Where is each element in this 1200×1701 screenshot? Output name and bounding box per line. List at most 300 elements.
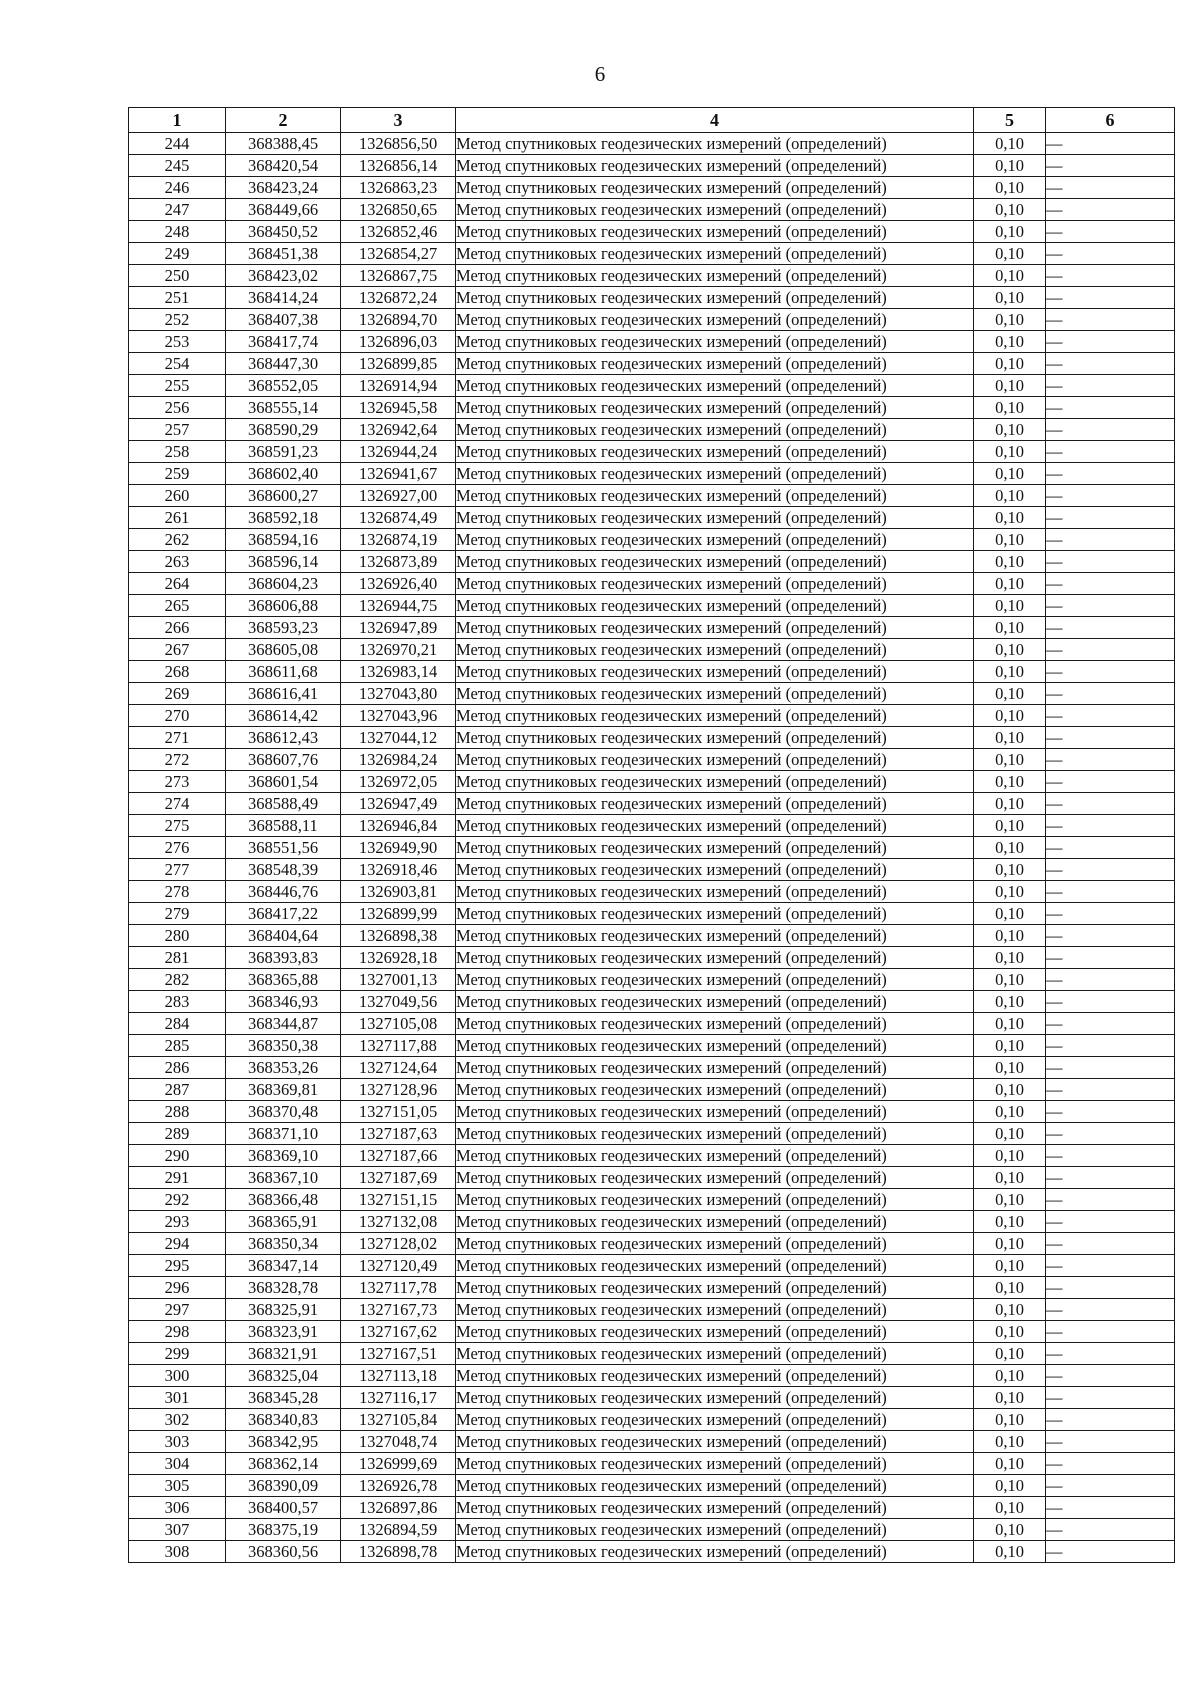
- notes-cell: —: [1046, 771, 1175, 793]
- notes-cell: —: [1046, 507, 1175, 529]
- method-cell: Метод спутниковых геодезических измерений (определений): [456, 463, 974, 485]
- accuracy-cell: 0,10: [974, 507, 1046, 529]
- notes-cell: —: [1046, 1057, 1175, 1079]
- method-cell: Метод спутниковых геодезических измерений (определений): [456, 859, 974, 881]
- point-number-cell: 248: [129, 221, 226, 243]
- point-number-cell: 293: [129, 1211, 226, 1233]
- x-coordinate-cell: 368602,40: [226, 463, 341, 485]
- x-coordinate-cell: 368423,02: [226, 265, 341, 287]
- y-coordinate-cell: 1326874,19: [341, 529, 456, 551]
- table-row: [129, 947, 1175, 969]
- notes-cell: —: [1046, 1365, 1175, 1387]
- x-coordinate-cell: 368353,26: [226, 1057, 341, 1079]
- point-number-cell: 249: [129, 243, 226, 265]
- notes-cell: —: [1046, 375, 1175, 397]
- accuracy-cell: 0,10: [974, 639, 1046, 661]
- method-cell: Метод спутниковых геодезических измерений (определений): [456, 1189, 974, 1211]
- table-row: [129, 133, 1175, 155]
- accuracy-cell: 0,10: [974, 375, 1046, 397]
- point-number-cell: 287: [129, 1079, 226, 1101]
- y-coordinate-cell: 1326856,50: [341, 133, 456, 155]
- table-row: [129, 397, 1175, 419]
- y-coordinate-cell: 1326944,75: [341, 595, 456, 617]
- method-cell: Метод спутниковых геодезических измерений (определений): [456, 1167, 974, 1189]
- table-row: [129, 573, 1175, 595]
- table-body: [129, 133, 1175, 1563]
- table-row: [129, 639, 1175, 661]
- table-row: [129, 837, 1175, 859]
- y-coordinate-cell: 1326899,99: [341, 903, 456, 925]
- table-row: [129, 925, 1175, 947]
- y-coordinate-cell: 1326899,85: [341, 353, 456, 375]
- notes-cell: —: [1046, 1013, 1175, 1035]
- method-cell: Метод спутниковых геодезических измерений (определений): [456, 331, 974, 353]
- y-coordinate-cell: 1326926,40: [341, 573, 456, 595]
- point-number-cell: 285: [129, 1035, 226, 1057]
- notes-cell: —: [1046, 1409, 1175, 1431]
- column-header-accuracy: 5: [974, 108, 1046, 133]
- point-number-cell: 300: [129, 1365, 226, 1387]
- x-coordinate-cell: 368612,43: [226, 727, 341, 749]
- accuracy-cell: 0,10: [974, 1145, 1046, 1167]
- notes-cell: —: [1046, 837, 1175, 859]
- point-number-cell: 282: [129, 969, 226, 991]
- point-number-cell: 262: [129, 529, 226, 551]
- point-number-cell: 266: [129, 617, 226, 639]
- method-cell: Метод спутниковых геодезических измерений (определений): [456, 1233, 974, 1255]
- x-coordinate-cell: 368323,91: [226, 1321, 341, 1343]
- table-row: [129, 1541, 1175, 1563]
- notes-cell: —: [1046, 969, 1175, 991]
- notes-cell: —: [1046, 177, 1175, 199]
- accuracy-cell: 0,10: [974, 529, 1046, 551]
- point-number-cell: 289: [129, 1123, 226, 1145]
- y-coordinate-cell: 1326972,05: [341, 771, 456, 793]
- accuracy-cell: 0,10: [974, 859, 1046, 881]
- accuracy-cell: 0,10: [974, 815, 1046, 837]
- x-coordinate-cell: 368369,10: [226, 1145, 341, 1167]
- method-cell: Метод спутниковых геодезических измерений (определений): [456, 991, 974, 1013]
- method-cell: Метод спутниковых геодезических измерений (определений): [456, 1431, 974, 1453]
- y-coordinate-cell: 1326894,59: [341, 1519, 456, 1541]
- notes-cell: —: [1046, 705, 1175, 727]
- notes-cell: —: [1046, 1255, 1175, 1277]
- accuracy-cell: 0,10: [974, 441, 1046, 463]
- notes-cell: —: [1046, 947, 1175, 969]
- y-coordinate-cell: 1326927,00: [341, 485, 456, 507]
- notes-cell: —: [1046, 683, 1175, 705]
- notes-cell: —: [1046, 793, 1175, 815]
- notes-cell: —: [1046, 1079, 1175, 1101]
- notes-cell: —: [1046, 617, 1175, 639]
- x-coordinate-cell: 368594,16: [226, 529, 341, 551]
- x-coordinate-cell: 368592,18: [226, 507, 341, 529]
- point-number-cell: 296: [129, 1277, 226, 1299]
- table-row: [129, 1057, 1175, 1079]
- y-coordinate-cell: 1326898,78: [341, 1541, 456, 1563]
- notes-cell: —: [1046, 441, 1175, 463]
- accuracy-cell: 0,10: [974, 1365, 1046, 1387]
- y-coordinate-cell: 1326928,18: [341, 947, 456, 969]
- x-coordinate-cell: 368414,24: [226, 287, 341, 309]
- x-coordinate-cell: 368423,24: [226, 177, 341, 199]
- x-coordinate-cell: 368350,34: [226, 1233, 341, 1255]
- method-cell: Метод спутниковых геодезических измерений (определений): [456, 155, 974, 177]
- notes-cell: —: [1046, 133, 1175, 155]
- x-coordinate-cell: 368347,14: [226, 1255, 341, 1277]
- method-cell: Метод спутниковых геодезических измерений (определений): [456, 947, 974, 969]
- x-coordinate-cell: 368345,28: [226, 1387, 341, 1409]
- method-cell: Метод спутниковых геодезических измерений (определений): [456, 925, 974, 947]
- accuracy-cell: 0,10: [974, 287, 1046, 309]
- method-cell: Метод спутниковых геодезических измерений (определений): [456, 639, 974, 661]
- notes-cell: —: [1046, 155, 1175, 177]
- method-cell: Метод спутниковых геодезических измерений (определений): [456, 353, 974, 375]
- point-number-cell: 277: [129, 859, 226, 881]
- method-cell: Метод спутниковых геодезических измерений (определений): [456, 793, 974, 815]
- point-number-cell: 267: [129, 639, 226, 661]
- accuracy-cell: 0,10: [974, 1101, 1046, 1123]
- accuracy-cell: 0,10: [974, 947, 1046, 969]
- notes-cell: —: [1046, 1277, 1175, 1299]
- y-coordinate-cell: 1326999,69: [341, 1453, 456, 1475]
- table-row: [129, 617, 1175, 639]
- x-coordinate-cell: 368342,95: [226, 1431, 341, 1453]
- notes-cell: —: [1046, 1123, 1175, 1145]
- notes-cell: —: [1046, 287, 1175, 309]
- method-cell: Метод спутниковых геодезических измерений (определений): [456, 661, 974, 683]
- x-coordinate-cell: 368388,45: [226, 133, 341, 155]
- y-coordinate-cell: 1326947,89: [341, 617, 456, 639]
- point-number-cell: 272: [129, 749, 226, 771]
- y-coordinate-cell: 1326863,23: [341, 177, 456, 199]
- y-coordinate-cell: 1326983,14: [341, 661, 456, 683]
- point-number-cell: 255: [129, 375, 226, 397]
- table-row: [129, 331, 1175, 353]
- x-coordinate-cell: 368404,64: [226, 925, 341, 947]
- table-row: [129, 441, 1175, 463]
- method-cell: Метод спутниковых геодезических измерений (определений): [456, 1211, 974, 1233]
- x-coordinate-cell: 368600,27: [226, 485, 341, 507]
- notes-cell: —: [1046, 1343, 1175, 1365]
- accuracy-cell: 0,10: [974, 771, 1046, 793]
- column-header-notes: 6: [1046, 108, 1175, 133]
- x-coordinate-cell: 368344,87: [226, 1013, 341, 1035]
- notes-cell: —: [1046, 1541, 1175, 1563]
- y-coordinate-cell: 1326856,14: [341, 155, 456, 177]
- table-row: [129, 727, 1175, 749]
- table-row: [129, 265, 1175, 287]
- x-coordinate-cell: 368370,48: [226, 1101, 341, 1123]
- accuracy-cell: 0,10: [974, 397, 1046, 419]
- notes-cell: —: [1046, 991, 1175, 1013]
- x-coordinate-cell: 368446,76: [226, 881, 341, 903]
- point-number-cell: 246: [129, 177, 226, 199]
- method-cell: Метод спутниковых геодезических измерений (определений): [456, 1343, 974, 1365]
- coordinates-table: [128, 107, 1175, 1563]
- accuracy-cell: 0,10: [974, 1453, 1046, 1475]
- table-row: [129, 1255, 1175, 1277]
- x-coordinate-cell: 368407,38: [226, 309, 341, 331]
- x-coordinate-cell: 368325,91: [226, 1299, 341, 1321]
- method-cell: Метод спутниковых геодезических измерений (определений): [456, 1013, 974, 1035]
- table-row: [129, 1519, 1175, 1541]
- method-cell: Метод спутниковых геодезических измерений (определений): [456, 595, 974, 617]
- y-coordinate-cell: 1327151,15: [341, 1189, 456, 1211]
- table-row: [129, 485, 1175, 507]
- method-cell: Метод спутниковых геодезических измерений (определений): [456, 441, 974, 463]
- x-coordinate-cell: 368605,08: [226, 639, 341, 661]
- y-coordinate-cell: 1327167,51: [341, 1343, 456, 1365]
- point-number-cell: 306: [129, 1497, 226, 1519]
- method-cell: Метод спутниковых геодезических измерений (определений): [456, 1365, 974, 1387]
- accuracy-cell: 0,10: [974, 133, 1046, 155]
- y-coordinate-cell: 1327128,02: [341, 1233, 456, 1255]
- x-coordinate-cell: 368367,10: [226, 1167, 341, 1189]
- y-coordinate-cell: 1326896,03: [341, 331, 456, 353]
- method-cell: Метод спутниковых геодезических измерений (определений): [456, 683, 974, 705]
- y-coordinate-cell: 1326944,24: [341, 441, 456, 463]
- accuracy-cell: 0,10: [974, 243, 1046, 265]
- accuracy-cell: 0,10: [974, 573, 1046, 595]
- table-row: [129, 1035, 1175, 1057]
- point-number-cell: 275: [129, 815, 226, 837]
- accuracy-cell: 0,10: [974, 1277, 1046, 1299]
- y-coordinate-cell: 1326852,46: [341, 221, 456, 243]
- method-cell: Метод спутниковых геодезических измерений (определений): [456, 815, 974, 837]
- table-row: [129, 243, 1175, 265]
- x-coordinate-cell: 368350,38: [226, 1035, 341, 1057]
- point-number-cell: 302: [129, 1409, 226, 1431]
- point-number-cell: 259: [129, 463, 226, 485]
- accuracy-cell: 0,10: [974, 1475, 1046, 1497]
- point-number-cell: 265: [129, 595, 226, 617]
- point-number-cell: 291: [129, 1167, 226, 1189]
- y-coordinate-cell: 1327113,18: [341, 1365, 456, 1387]
- table-row: [129, 529, 1175, 551]
- notes-cell: —: [1046, 1387, 1175, 1409]
- y-coordinate-cell: 1326854,27: [341, 243, 456, 265]
- point-number-cell: 269: [129, 683, 226, 705]
- accuracy-cell: 0,10: [974, 463, 1046, 485]
- table-row: [129, 309, 1175, 331]
- table-row: [129, 463, 1175, 485]
- accuracy-cell: 0,10: [974, 419, 1046, 441]
- notes-cell: —: [1046, 727, 1175, 749]
- method-cell: Метод спутниковых геодезических измерений (определений): [456, 1387, 974, 1409]
- y-coordinate-cell: 1326918,46: [341, 859, 456, 881]
- x-coordinate-cell: 368340,83: [226, 1409, 341, 1431]
- x-coordinate-cell: 368588,11: [226, 815, 341, 837]
- x-coordinate-cell: 368417,22: [226, 903, 341, 925]
- table-row: [129, 507, 1175, 529]
- x-coordinate-cell: 368449,66: [226, 199, 341, 221]
- table-row: [129, 969, 1175, 991]
- method-cell: Метод спутниковых геодезических измерений (определений): [456, 1409, 974, 1431]
- notes-cell: —: [1046, 661, 1175, 683]
- y-coordinate-cell: 1326942,64: [341, 419, 456, 441]
- table-row: [129, 1101, 1175, 1123]
- accuracy-cell: 0,10: [974, 991, 1046, 1013]
- method-cell: Метод спутниковых геодезических измерений (определений): [456, 485, 974, 507]
- x-coordinate-cell: 368325,04: [226, 1365, 341, 1387]
- table-row: [129, 1013, 1175, 1035]
- point-number-cell: 286: [129, 1057, 226, 1079]
- table-row: [129, 353, 1175, 375]
- notes-cell: —: [1046, 1035, 1175, 1057]
- x-coordinate-cell: 368400,57: [226, 1497, 341, 1519]
- accuracy-cell: 0,10: [974, 1497, 1046, 1519]
- accuracy-cell: 0,10: [974, 155, 1046, 177]
- notes-cell: —: [1046, 1233, 1175, 1255]
- table-row: [129, 1277, 1175, 1299]
- notes-cell: —: [1046, 1189, 1175, 1211]
- method-cell: Метод спутниковых геодезических измерений (определений): [456, 177, 974, 199]
- x-coordinate-cell: 368591,23: [226, 441, 341, 463]
- method-cell: Метод спутниковых геодезических измерений (определений): [456, 1079, 974, 1101]
- accuracy-cell: 0,10: [974, 1123, 1046, 1145]
- y-coordinate-cell: 1327120,49: [341, 1255, 456, 1277]
- point-number-cell: 263: [129, 551, 226, 573]
- point-number-cell: 250: [129, 265, 226, 287]
- x-coordinate-cell: 368552,05: [226, 375, 341, 397]
- point-number-cell: 283: [129, 991, 226, 1013]
- notes-cell: —: [1046, 397, 1175, 419]
- method-cell: Метод спутниковых геодезических измерений (определений): [456, 1541, 974, 1563]
- point-number-cell: 253: [129, 331, 226, 353]
- notes-cell: —: [1046, 265, 1175, 287]
- y-coordinate-cell: 1327151,05: [341, 1101, 456, 1123]
- point-number-cell: 294: [129, 1233, 226, 1255]
- point-number-cell: 274: [129, 793, 226, 815]
- point-number-cell: 278: [129, 881, 226, 903]
- method-cell: Метод спутниковых геодезических измерений (определений): [456, 1101, 974, 1123]
- column-header-method: 4: [456, 108, 974, 133]
- y-coordinate-cell: 1326946,84: [341, 815, 456, 837]
- x-coordinate-cell: 368611,68: [226, 661, 341, 683]
- table-row: [129, 903, 1175, 925]
- notes-cell: —: [1046, 1167, 1175, 1189]
- y-coordinate-cell: 1326984,24: [341, 749, 456, 771]
- y-coordinate-cell: 1327117,88: [341, 1035, 456, 1057]
- point-number-cell: 281: [129, 947, 226, 969]
- notes-cell: —: [1046, 749, 1175, 771]
- table-header-row: [129, 108, 1175, 133]
- method-cell: Метод спутниковых геодезических измерений (определений): [456, 1299, 974, 1321]
- point-number-cell: 244: [129, 133, 226, 155]
- y-coordinate-cell: 1326872,24: [341, 287, 456, 309]
- notes-cell: —: [1046, 1431, 1175, 1453]
- accuracy-cell: 0,10: [974, 1519, 1046, 1541]
- table-row: [129, 683, 1175, 705]
- x-coordinate-cell: 368328,78: [226, 1277, 341, 1299]
- accuracy-cell: 0,10: [974, 1079, 1046, 1101]
- point-number-cell: 251: [129, 287, 226, 309]
- point-number-cell: 257: [129, 419, 226, 441]
- notes-cell: —: [1046, 859, 1175, 881]
- accuracy-cell: 0,10: [974, 353, 1046, 375]
- accuracy-cell: 0,10: [974, 1255, 1046, 1277]
- column-header-x-coordinate: 2: [226, 108, 341, 133]
- method-cell: Метод спутниковых геодезических измерений (определений): [456, 771, 974, 793]
- x-coordinate-cell: 368588,49: [226, 793, 341, 815]
- method-cell: Метод спутниковых геодезических измерений (определений): [456, 419, 974, 441]
- y-coordinate-cell: 1327117,78: [341, 1277, 456, 1299]
- table-row: [129, 1365, 1175, 1387]
- method-cell: Метод спутниковых геодезических измерений (определений): [456, 287, 974, 309]
- notes-cell: —: [1046, 1475, 1175, 1497]
- table-row: [129, 749, 1175, 771]
- method-cell: Метод спутниковых геодезических измерений (определений): [456, 397, 974, 419]
- accuracy-cell: 0,10: [974, 1211, 1046, 1233]
- x-coordinate-cell: 368371,10: [226, 1123, 341, 1145]
- point-number-cell: 292: [129, 1189, 226, 1211]
- accuracy-cell: 0,10: [974, 1189, 1046, 1211]
- accuracy-cell: 0,10: [974, 265, 1046, 287]
- accuracy-cell: 0,10: [974, 1343, 1046, 1365]
- table-row: [129, 991, 1175, 1013]
- point-number-cell: 288: [129, 1101, 226, 1123]
- table-row: [129, 595, 1175, 617]
- y-coordinate-cell: 1327048,74: [341, 1431, 456, 1453]
- notes-cell: —: [1046, 199, 1175, 221]
- x-coordinate-cell: 368593,23: [226, 617, 341, 639]
- method-cell: Метод спутниковых геодезических измерений (определений): [456, 617, 974, 639]
- y-coordinate-cell: 1326914,94: [341, 375, 456, 397]
- point-number-cell: 256: [129, 397, 226, 419]
- notes-cell: —: [1046, 595, 1175, 617]
- method-cell: Метод спутниковых геодезических измерений (определений): [456, 705, 974, 727]
- accuracy-cell: 0,10: [974, 683, 1046, 705]
- x-coordinate-cell: 368321,91: [226, 1343, 341, 1365]
- accuracy-cell: 0,10: [974, 1057, 1046, 1079]
- table-row: [129, 1453, 1175, 1475]
- x-coordinate-cell: 368393,83: [226, 947, 341, 969]
- page-number: 6: [594, 62, 606, 86]
- y-coordinate-cell: 1327167,73: [341, 1299, 456, 1321]
- table-row: [129, 199, 1175, 221]
- accuracy-cell: 0,10: [974, 1541, 1046, 1563]
- method-cell: Метод спутниковых геодезических измерений (определений): [456, 529, 974, 551]
- point-number-cell: 304: [129, 1453, 226, 1475]
- table-row: [129, 1343, 1175, 1365]
- point-number-cell: 279: [129, 903, 226, 925]
- x-coordinate-cell: 368614,42: [226, 705, 341, 727]
- method-cell: Метод спутниковых геодезических измерений (определений): [456, 243, 974, 265]
- table-row: [129, 661, 1175, 683]
- point-number-cell: 261: [129, 507, 226, 529]
- accuracy-cell: 0,10: [974, 1409, 1046, 1431]
- accuracy-cell: 0,10: [974, 837, 1046, 859]
- point-number-cell: 258: [129, 441, 226, 463]
- table-row: [129, 771, 1175, 793]
- table-row: [129, 1189, 1175, 1211]
- notes-cell: —: [1046, 221, 1175, 243]
- method-cell: Метод спутниковых геодезических измерений (определений): [456, 507, 974, 529]
- method-cell: Метод спутниковых геодезических измерений (определений): [456, 1453, 974, 1475]
- x-coordinate-cell: 368607,76: [226, 749, 341, 771]
- x-coordinate-cell: 368369,81: [226, 1079, 341, 1101]
- x-coordinate-cell: 368596,14: [226, 551, 341, 573]
- table-row: [129, 1431, 1175, 1453]
- y-coordinate-cell: 1326867,75: [341, 265, 456, 287]
- point-number-cell: 280: [129, 925, 226, 947]
- method-cell: Метод спутниковых геодезических измерений (определений): [456, 837, 974, 859]
- y-coordinate-cell: 1326894,70: [341, 309, 456, 331]
- table-row: [129, 1079, 1175, 1101]
- point-number-cell: 254: [129, 353, 226, 375]
- column-header-point-number: 1: [129, 108, 226, 133]
